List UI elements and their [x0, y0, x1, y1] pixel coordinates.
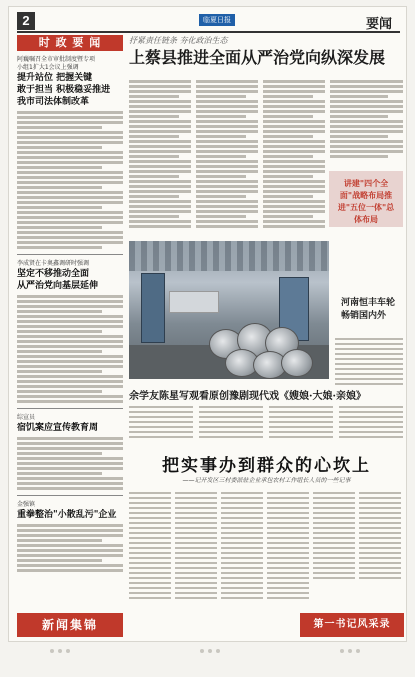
left-item-1-headline-1: 提升站位 把握关键 — [17, 73, 93, 83]
first-secretary-banner: 第一书记风采录 — [300, 613, 404, 637]
left-item-3-headline: 宿饥案应宣传教育周 — [17, 423, 99, 433]
paper-logo: 临夏日报 — [199, 14, 235, 26]
pull-quote-text: 讲建"四个全面"战略布局推进"五位一体"总体布局 — [337, 178, 395, 224]
lead-story-col-1 — [129, 78, 191, 236]
lead-story-body — [129, 75, 404, 235]
left-item-1-headline-3: 我市司法体制改革 — [17, 97, 90, 107]
left-item-3-kicker: 综宣员 — [17, 414, 36, 421]
left-item-2[interactable] — [17, 260, 123, 403]
lead-story-col-3 — [263, 78, 325, 236]
left-item-4-kicker: 金强镇 — [17, 501, 36, 508]
left-item-3[interactable] — [17, 414, 123, 490]
left-divider-3 — [17, 495, 123, 496]
lead-story-kicker: 抒紧责任链条 夯化政治生态 — [129, 36, 228, 45]
story-2-headline[interactable]: 余学友陈星写观看原创豫剧现代戏《嫂娘·大娘·亲娘》 — [129, 391, 366, 402]
page-footer-dots — [0, 646, 415, 656]
newspaper-sheet — [8, 6, 407, 642]
left-item-1[interactable] — [17, 56, 123, 249]
photo-caption-body — [335, 335, 403, 388]
left-divider-2 — [17, 408, 123, 409]
lead-story-headline[interactable]: 上蔡县推进全面从严治党向纵深发展 — [129, 48, 386, 67]
left-column — [17, 35, 123, 637]
story-3-headline[interactable]: 把实事办到群众的心坎上 — [162, 456, 371, 476]
left-item-1-body — [17, 111, 123, 249]
pull-quote-box — [329, 171, 403, 227]
story-3-subheadline: ——记开发区三村委派驻企业承包农村工作组长人员的一些记事 — [182, 477, 351, 484]
left-divider-1 — [17, 254, 123, 255]
left-item-4-headline: 重拳整治"小散乱污"企业 — [17, 510, 117, 520]
section-name: 要闻 — [365, 17, 392, 32]
main-area — [129, 35, 404, 637]
story-3-body — [129, 489, 404, 609]
photo-caption-headline[interactable]: 河南恒丰车轮畅销国内外 — [341, 298, 396, 321]
left-item-1-kicker-2: 小组1扩大1会议上强调 — [17, 64, 79, 71]
page-number: 2 — [17, 12, 35, 30]
left-item-2-body — [17, 295, 123, 403]
left-item-1-kicker: 阿巍嘱召全市审批制度暨专项 — [17, 56, 96, 63]
left-item-4[interactable] — [17, 501, 123, 572]
story-2-body — [129, 403, 404, 445]
politics-news-title: 时 政 要 闻 — [17, 35, 123, 51]
news-digest-banner: 新闻集锦 — [17, 613, 123, 637]
left-item-2-headline-2: 从严治党向基层延伸 — [17, 281, 99, 291]
lead-story-col-2 — [196, 78, 258, 236]
left-item-2-headline-1: 坚定不移推动全面 — [17, 269, 90, 279]
left-item-1-headline-2: 敢于担当 积极稳妥推进 — [17, 85, 111, 95]
left-item-3-body — [17, 437, 123, 490]
left-item-4-body — [17, 524, 123, 572]
masthead — [17, 11, 400, 33]
left-item-2-kicker: 李成贤在卡奥鑫调研时强调 — [17, 260, 90, 267]
lead-story-col-4 — [330, 78, 403, 168]
factory-photo — [129, 241, 329, 379]
